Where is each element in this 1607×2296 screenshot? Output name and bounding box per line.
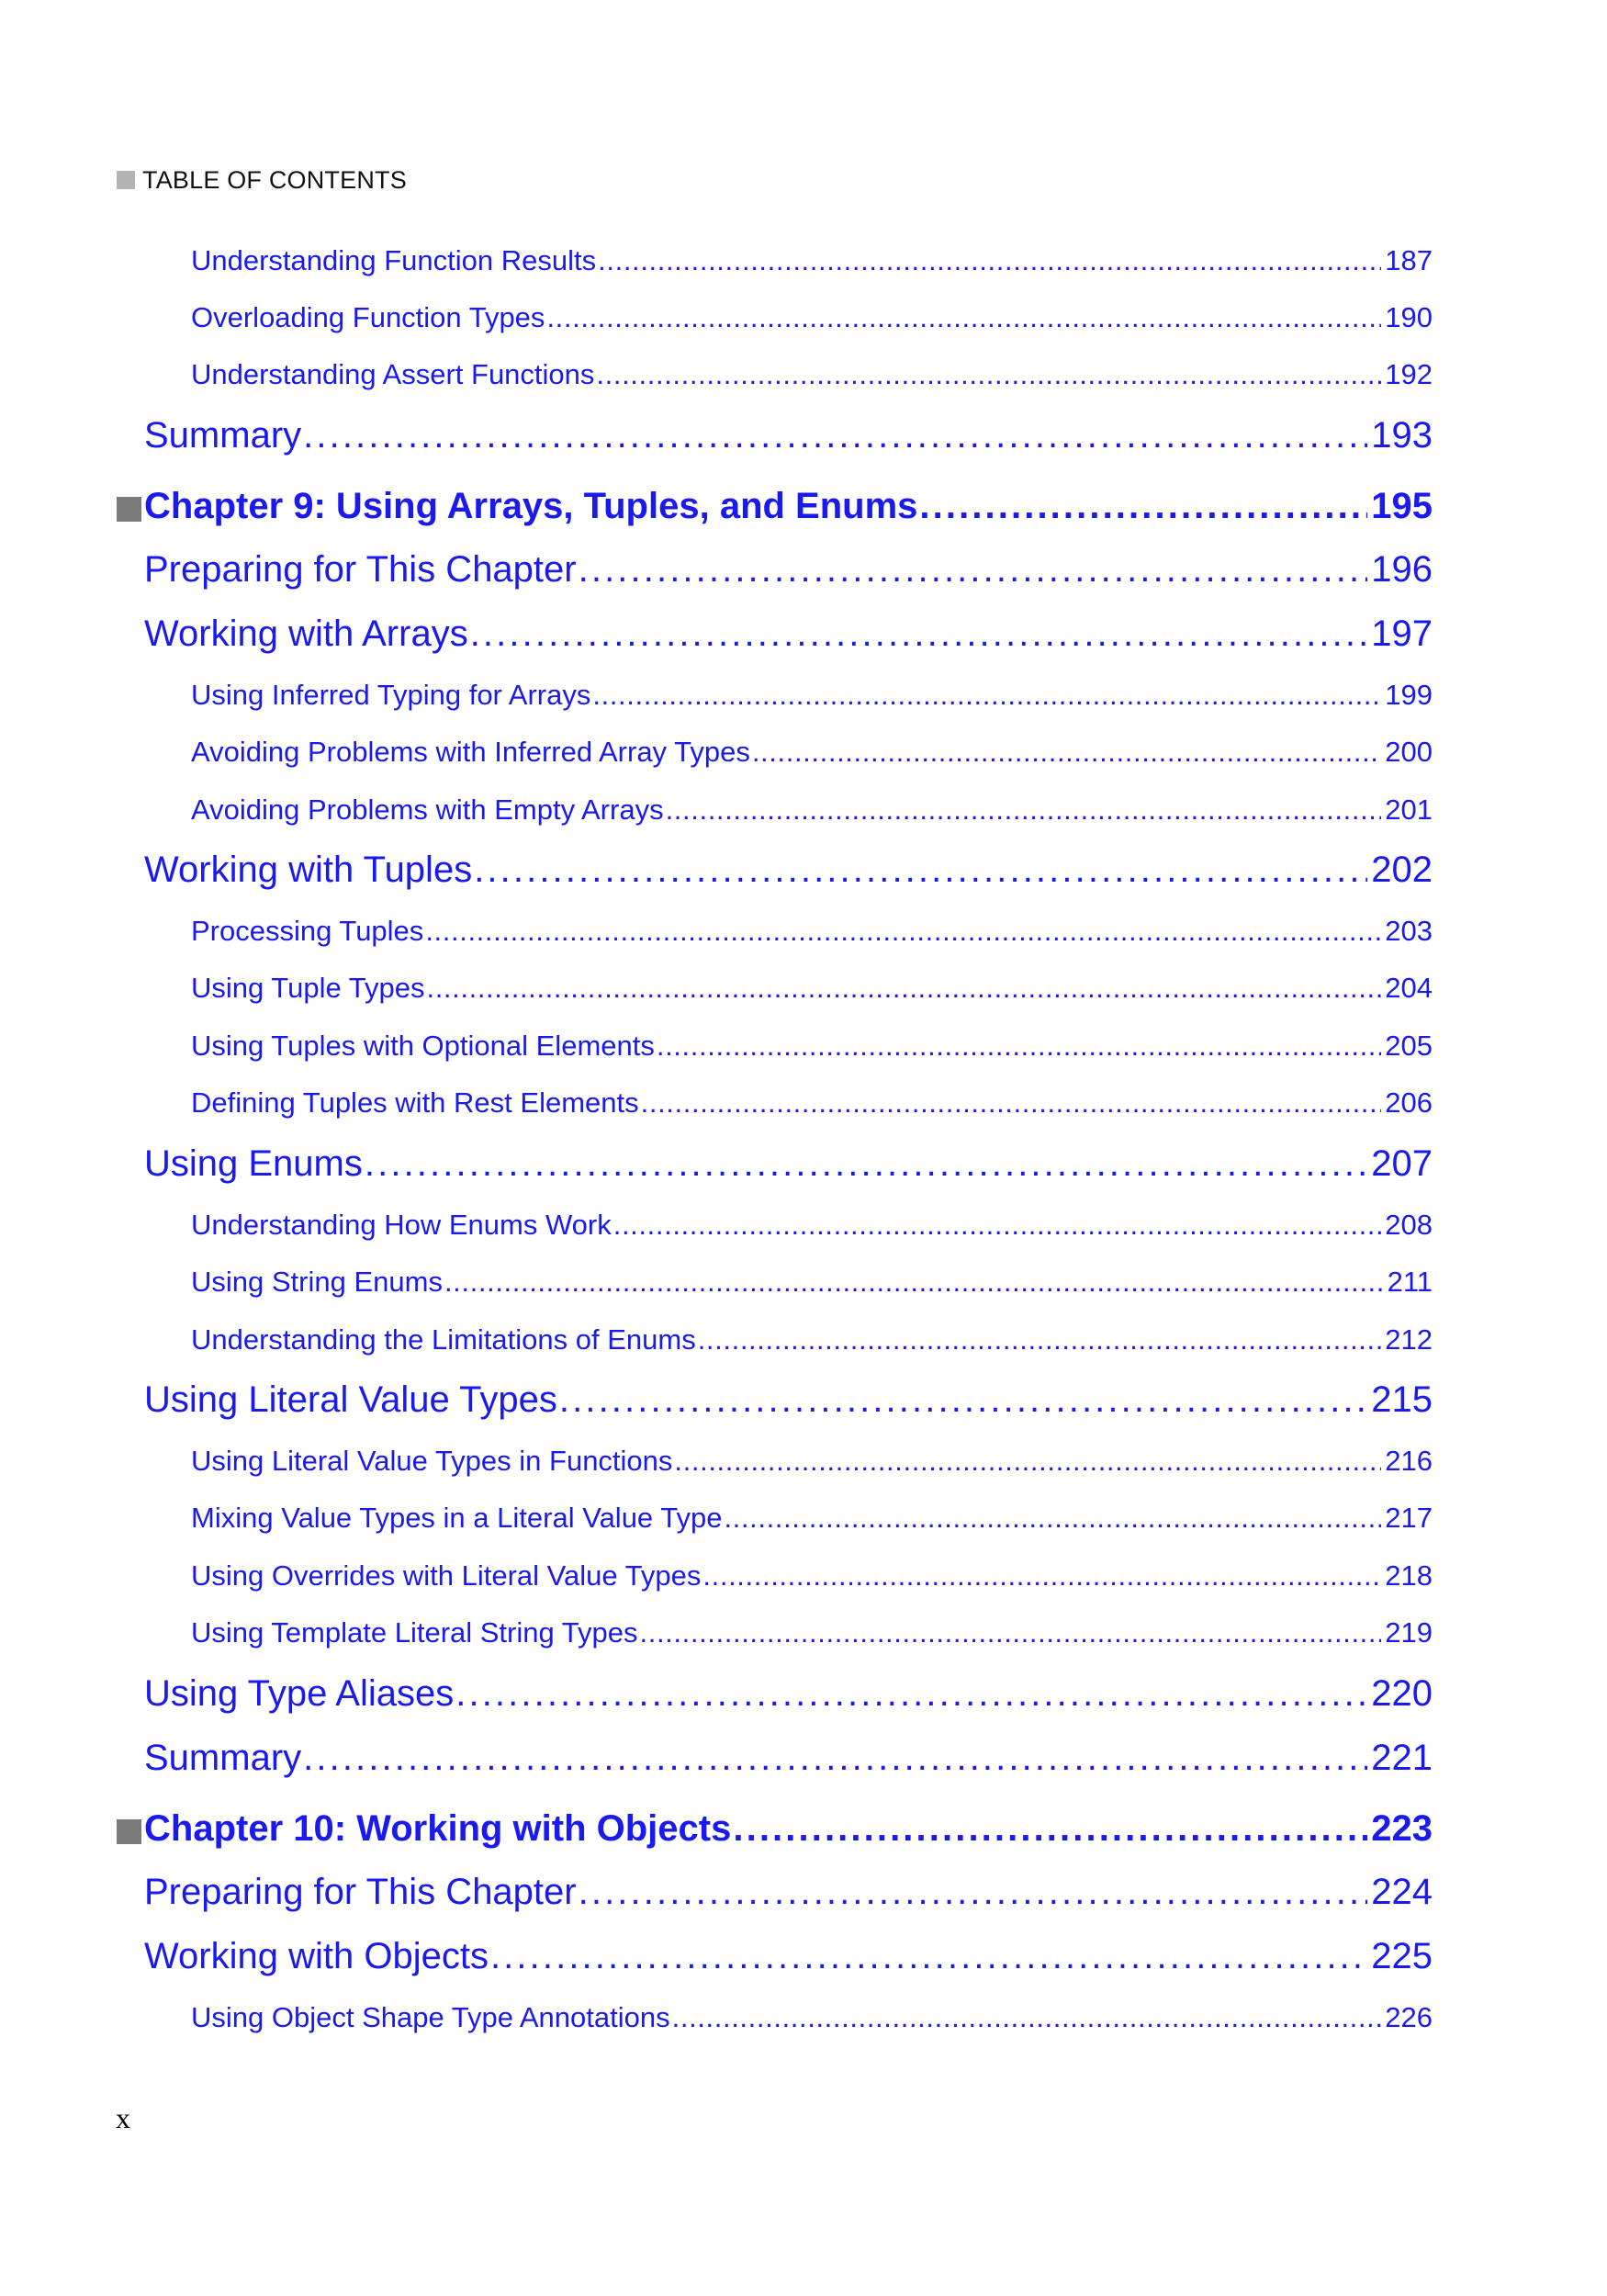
dot-leader <box>365 1143 1367 1185</box>
toc-entry-page: 200 <box>1385 736 1433 768</box>
toc-entry-page: 206 <box>1385 1086 1433 1119</box>
toc-entry-page: 199 <box>1385 679 1433 711</box>
toc-chapter-title: Chapter 10: Working with Objects <box>144 1808 732 1849</box>
toc-entry-working-with-objects[interactable] <box>144 1936 1433 1982</box>
toc-entry-understanding-assert-functions[interactable] <box>191 358 1433 395</box>
toc-entry-title: Using Tuples with Optional Elements <box>191 1030 655 1062</box>
toc-entry-avoiding-problems-empty-arrays[interactable] <box>191 793 1433 830</box>
toc-entry-page: 204 <box>1385 972 1433 1004</box>
toc-entry-preparing-for-this-chapter[interactable] <box>144 1872 1433 1918</box>
toc-entry-working-with-arrays[interactable] <box>144 613 1433 659</box>
toc-entry-defining-tuples-rest-elements[interactable] <box>191 1086 1433 1123</box>
dot-leader <box>657 1030 1381 1063</box>
toc-entry-title: Defining Tuples with Rest Elements <box>191 1086 639 1119</box>
toc-entry-title: Using String Enums <box>191 1266 443 1298</box>
dot-leader <box>613 1209 1382 1242</box>
toc-entry-title: Processing Tuples <box>191 915 424 947</box>
toc-entry-page: 226 <box>1385 2001 1433 2033</box>
toc-entry-avoiding-problems-inferred-array-types[interactable] <box>191 736 1433 772</box>
toc-chapter-10[interactable] <box>117 1808 1433 1854</box>
dot-leader <box>641 1086 1382 1120</box>
dot-leader <box>470 613 1368 655</box>
toc-entry-title: Overloading Function Types <box>191 301 545 333</box>
toc-entry-using-tuples-optional-elements[interactable] <box>191 1030 1433 1066</box>
dot-leader <box>752 736 1381 769</box>
toc-chapter-9[interactable] <box>117 486 1433 532</box>
toc-entry-title: Using Inferred Typing for Arrays <box>191 679 591 711</box>
dot-leader <box>640 1616 1382 1649</box>
toc-entry-using-overrides-literal-value-types[interactable] <box>191 1559 1433 1596</box>
toc-entry-using-tuple-types[interactable] <box>191 972 1433 1008</box>
toc-entry-mixing-value-types[interactable] <box>191 1502 1433 1538</box>
dot-leader <box>724 1502 1381 1535</box>
dot-leader <box>546 301 1381 334</box>
toc-entry-summary[interactable] <box>144 1738 1433 1784</box>
toc-entry-page: 215 <box>1371 1379 1433 1420</box>
toc-chapter-page: 223 <box>1371 1808 1433 1849</box>
toc-entry-using-type-aliases[interactable] <box>144 1673 1433 1719</box>
toc-entry-page: 192 <box>1385 358 1433 390</box>
dot-leader <box>919 486 1367 527</box>
toc-entry-title: Avoiding Problems with Empty Arrays <box>191 793 664 826</box>
toc-entry-page: 187 <box>1385 244 1433 276</box>
toc-entry-using-string-enums[interactable] <box>191 1266 1433 1302</box>
dot-leader <box>425 915 1381 948</box>
toc-entry-working-with-tuples[interactable] <box>144 850 1433 895</box>
toc-entry-page: 217 <box>1385 1502 1433 1534</box>
toc-entry-understanding-limitations-enums[interactable] <box>191 1323 1433 1360</box>
toc-entry-title: Understanding Assert Functions <box>191 358 595 390</box>
dot-leader <box>579 1872 1368 1913</box>
toc-entry-page: 216 <box>1385 1445 1433 1477</box>
dot-leader <box>666 793 1382 827</box>
toc-entry-understanding-function-results[interactable] <box>191 244 1433 281</box>
toc-entry-title: Understanding the Limitations of Enums <box>191 1323 696 1356</box>
toc-entry-title: Working with Arrays <box>144 613 468 654</box>
toc-entry-title: Working with Objects <box>144 1936 489 1976</box>
toc-entry-page: 207 <box>1371 1143 1433 1184</box>
toc-entry-understanding-how-enums-work[interactable] <box>191 1209 1433 1245</box>
dot-leader <box>490 1936 1367 1977</box>
toc-entry-processing-tuples[interactable] <box>191 915 1433 951</box>
toc-entry-title: Preparing for This Chapter <box>144 549 577 590</box>
toc-entry-page: 225 <box>1371 1936 1433 1976</box>
toc-entry-page: 190 <box>1385 301 1433 333</box>
running-header-label: TABLE OF CONTENTS <box>142 165 407 194</box>
toc-entry-page: 193 <box>1371 415 1433 456</box>
toc-entry-title: Using Literal Value Types in Functions <box>191 1445 673 1477</box>
dot-leader <box>303 415 1367 456</box>
toc-entry-page: 221 <box>1371 1738 1433 1778</box>
toc-entry-title: Understanding Function Results <box>191 244 597 276</box>
dot-leader <box>698 1323 1382 1356</box>
toc-entry-page: 205 <box>1385 1030 1433 1062</box>
dot-leader <box>474 850 1367 891</box>
toc-entry-using-template-literal-string-types[interactable] <box>191 1616 1433 1653</box>
dot-leader <box>592 679 1381 712</box>
toc-entry-summary[interactable] <box>144 415 1433 461</box>
toc-entry-title: Using Enums <box>144 1143 363 1184</box>
dot-leader <box>733 1808 1367 1850</box>
chapter-square-icon <box>117 497 141 522</box>
toc-chapter-title: Chapter 9: Using Arrays, Tuples, and Enums <box>144 486 918 526</box>
toc-entry-title: Avoiding Problems with Inferred Array Types <box>191 736 750 768</box>
toc-entry-page: 218 <box>1385 1559 1433 1592</box>
toc-entry-using-enums[interactable] <box>144 1143 1433 1189</box>
toc-entry-title: Using Type Aliases <box>144 1673 455 1714</box>
toc-entry-title: Understanding How Enums Work <box>191 1209 612 1241</box>
page-number: x <box>116 2101 130 2134</box>
toc-entry-page: 196 <box>1371 549 1433 590</box>
toc-entry-title: Summary <box>144 1738 302 1778</box>
dot-leader <box>596 358 1381 391</box>
toc-entry-page: 208 <box>1385 1209 1433 1241</box>
toc-entry-using-object-shape-type-annotations[interactable] <box>191 2001 1433 2038</box>
toc-entry-page: 201 <box>1385 793 1433 826</box>
toc-entry-title: Using Template Literal String Types <box>191 1616 638 1649</box>
toc-entry-page: 224 <box>1371 1872 1433 1912</box>
toc-entry-title: Using Object Shape Type Annotations <box>191 2001 670 2033</box>
toc-entry-title: Working with Tuples <box>144 850 473 890</box>
dot-leader <box>303 1738 1367 1779</box>
toc-chapter-page: 195 <box>1371 486 1433 526</box>
dot-leader <box>674 1445 1381 1478</box>
dot-leader <box>579 549 1368 591</box>
toc-entry-page: 203 <box>1385 915 1433 947</box>
toc-entry-using-inferred-typing-for-arrays[interactable] <box>191 679 1433 715</box>
toc-entry-page: 219 <box>1385 1616 1433 1649</box>
dot-leader <box>559 1379 1367 1421</box>
toc-entry-page: 220 <box>1371 1673 1433 1714</box>
toc-entry-page: 197 <box>1371 613 1433 654</box>
toc-entry-title: Preparing for This Chapter <box>144 1872 577 1912</box>
toc-entry-title: Using Literal Value Types <box>144 1379 557 1420</box>
chapter-square-icon <box>117 1819 141 1844</box>
toc-entry-title: Using Overrides with Literal Value Types <box>191 1559 702 1592</box>
toc-entry-preparing-for-this-chapter[interactable] <box>144 549 1433 595</box>
toc-entry-using-literal-value-types[interactable] <box>144 1379 1433 1425</box>
toc-entry-page: 211 <box>1387 1266 1433 1298</box>
toc-entry-title: Using Tuple Types <box>191 972 425 1004</box>
dot-leader <box>702 1559 1381 1593</box>
toc-entry-title: Mixing Value Types in a Literal Value Type <box>191 1502 723 1534</box>
dot-leader <box>426 972 1381 1005</box>
toc-entry-title: Summary <box>144 415 302 456</box>
dot-leader <box>444 1266 1384 1299</box>
toc-entry-overloading-function-types[interactable] <box>191 301 1433 338</box>
dot-leader <box>598 244 1381 277</box>
dot-leader <box>455 1673 1367 1715</box>
toc-entry-page: 202 <box>1371 850 1433 890</box>
toc-entry-using-literal-value-types-functions[interactable] <box>191 1445 1433 1481</box>
toc-entry-page: 212 <box>1385 1323 1433 1356</box>
dot-leader <box>672 2001 1382 2034</box>
